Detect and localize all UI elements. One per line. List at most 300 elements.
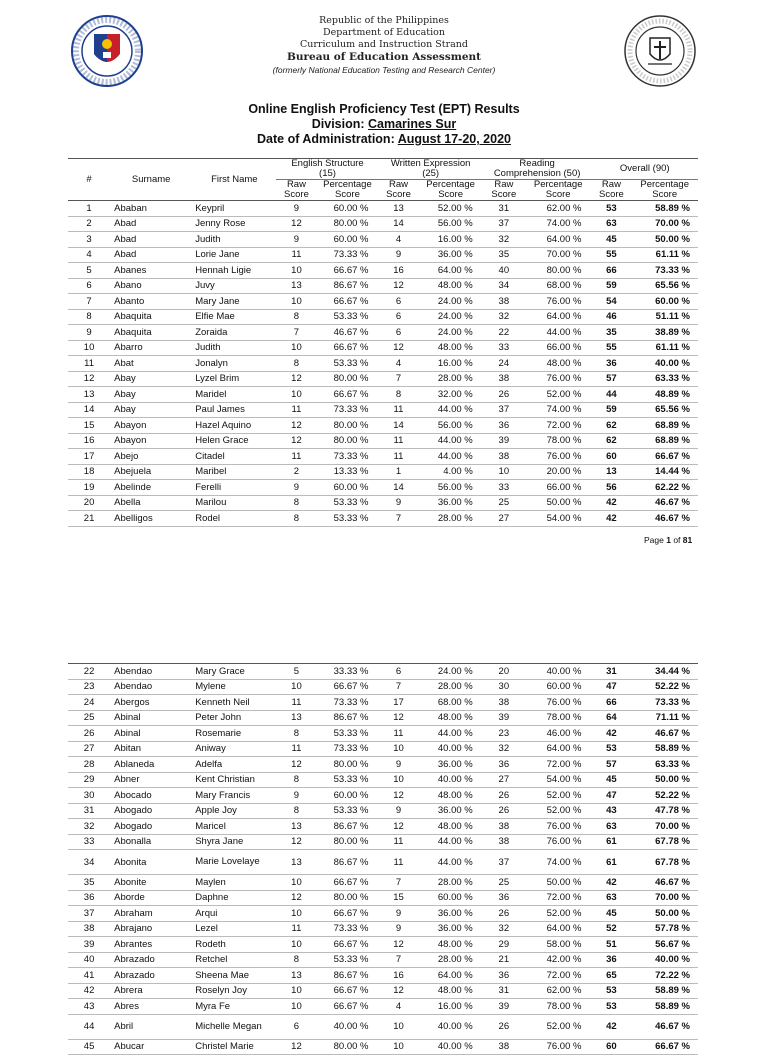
es-pct-cell: 66.67 % — [316, 937, 378, 953]
overall-raw-cell: 45 — [591, 906, 631, 922]
first-name-cell: Maylen — [192, 875, 276, 891]
overall-pct-cell: 58.89 % — [631, 741, 698, 757]
subcol-label: Percentage — [323, 179, 372, 190]
we-raw-cell: 12 — [379, 340, 419, 356]
surname-cell: Abayon — [110, 433, 192, 449]
first-name-cell: Shyra Jane — [192, 834, 276, 850]
es-raw-cell: 12 — [276, 433, 316, 449]
first-name-cell: Ferelli — [192, 480, 276, 496]
overall-pct-cell: 65.56 % — [631, 402, 698, 418]
first-name-cell: Mary Grace — [192, 664, 276, 679]
surname-cell: Abres — [110, 999, 192, 1015]
we-pct-cell: 24.00 % — [418, 664, 482, 679]
overall-pct-cell: 46.67 % — [631, 875, 698, 891]
overall-raw-cell: 55 — [591, 340, 631, 356]
surname-cell: Abocado — [110, 788, 192, 804]
rc-pct-cell: 78.00 % — [525, 433, 592, 449]
subcol-label: Score — [386, 189, 411, 200]
surname-cell: Abay — [110, 387, 192, 403]
surname-cell: Abarro — [110, 340, 192, 356]
header-line-republic: Republic of the Philippines — [319, 15, 449, 26]
surname-cell: Abucar — [110, 1039, 192, 1055]
first-name-cell: Roselyn Joy — [192, 983, 276, 999]
overall-raw-cell: 44 — [591, 387, 631, 403]
es-pct-cell: 73.33 % — [316, 921, 378, 937]
overall-raw-cell: 31 — [591, 664, 631, 679]
es-pct-cell: 86.67 % — [316, 850, 378, 875]
table-row — [68, 834, 698, 850]
surname-cell: Abaquita — [110, 309, 192, 325]
first-name-cell: Apple Joy — [192, 803, 276, 819]
es-pct-cell: 13.33 % — [316, 464, 378, 480]
es-raw-cell: 10 — [276, 340, 316, 356]
es-pct-cell: 53.33 % — [316, 803, 378, 819]
col-header-first-name: First Name — [192, 159, 276, 201]
first-name-cell: Kenneth Neil — [192, 695, 276, 711]
rc-pct-cell: 72.00 % — [525, 757, 592, 773]
es-raw-cell: 12 — [276, 1039, 316, 1055]
overall-pct-cell: 56.67 % — [631, 937, 698, 953]
rc-pct-cell: 20.00 % — [525, 464, 592, 480]
table-row — [68, 788, 698, 804]
es-raw-cell: 5 — [276, 664, 316, 679]
row-number: 29 — [68, 772, 110, 788]
row-number: 28 — [68, 757, 110, 773]
surname-cell: Abendao — [110, 679, 192, 695]
table-row — [68, 906, 698, 922]
table-row — [68, 952, 698, 968]
we-raw-cell: 11 — [379, 449, 419, 465]
table-row — [68, 294, 698, 310]
first-name-cell: Keypril — [192, 201, 276, 217]
row-number: 37 — [68, 906, 110, 922]
we-raw-cell: 6 — [379, 294, 419, 310]
overall-pct-cell: 58.89 % — [631, 201, 698, 217]
we-raw-cell: 12 — [379, 788, 419, 804]
we-raw-cell: 7 — [379, 371, 419, 387]
overall-pct-cell: 63.33 % — [631, 757, 698, 773]
overall-pct-cell: 50.00 % — [631, 232, 698, 248]
we-pct-cell: 48.00 % — [418, 937, 482, 953]
pager-total: 81 — [682, 535, 693, 545]
rc-pct-cell: 40.00 % — [525, 664, 592, 679]
rc-pct-cell: 58.00 % — [525, 937, 592, 953]
rc-pct-cell: 62.00 % — [525, 983, 592, 999]
we-raw-cell: 11 — [379, 726, 419, 742]
overall-pct-cell: 50.00 % — [631, 906, 698, 922]
we-pct-cell: 68.00 % — [418, 695, 482, 711]
rc-pct-cell: 78.00 % — [525, 710, 592, 726]
group-name: Reading — [519, 158, 555, 169]
overall-pct-cell: 46.67 % — [631, 726, 698, 742]
overall-raw-cell: 56 — [591, 480, 631, 496]
overall-raw-cell: 47 — [591, 679, 631, 695]
rc-pct-cell: 52.00 % — [525, 788, 592, 804]
surname-cell: Abejo — [110, 449, 192, 465]
we-raw-cell: 11 — [379, 433, 419, 449]
es-raw-cell: 13 — [276, 278, 316, 294]
date-value: August 17-20, 2020 — [397, 132, 511, 146]
row-number: 13 — [68, 387, 110, 403]
header-line-strand: Curriculum and Instruction Strand — [299, 39, 468, 50]
rc-pct-cell: 70.00 % — [525, 247, 592, 263]
we-raw-cell: 11 — [379, 850, 419, 875]
row-number: 39 — [68, 937, 110, 953]
overall-raw-cell: 63 — [591, 819, 631, 835]
row-number: 33 — [68, 834, 110, 850]
col-group-overall: Overall (90) — [591, 159, 698, 180]
row-number: 17 — [68, 449, 110, 465]
agency-header-text — [0, 15, 768, 76]
es-raw-cell: 11 — [276, 247, 316, 263]
we-pct-cell: 52.00 % — [418, 201, 482, 217]
surname-cell: Abrajano — [110, 921, 192, 937]
table-row — [68, 216, 698, 232]
surname-cell: Abelligos — [110, 511, 192, 527]
table-row — [68, 201, 698, 217]
table-body — [68, 201, 698, 527]
rc-raw-cell: 31 — [483, 201, 525, 217]
surname-cell: Abogado — [110, 803, 192, 819]
header-line-department: Department of Education — [323, 27, 445, 38]
we-raw-cell: 9 — [379, 757, 419, 773]
rc-pct-cell: 72.00 % — [525, 890, 592, 906]
first-name-cell: Lorie Jane — [192, 247, 276, 263]
es-pct-cell: 66.67 % — [316, 387, 378, 403]
es-raw-cell: 8 — [276, 495, 316, 511]
es-pct-cell: 53.33 % — [316, 952, 378, 968]
es-raw-cell: 9 — [276, 480, 316, 496]
overall-pct-cell: 40.00 % — [631, 356, 698, 372]
rc-pct-cell: 48.00 % — [525, 356, 592, 372]
first-name-cell: Mylene — [192, 679, 276, 695]
we-pct-cell: 56.00 % — [418, 216, 482, 232]
page-gap — [0, 572, 768, 652]
es-pct-cell: 80.00 % — [316, 216, 378, 232]
es-pct-cell: 53.33 % — [316, 356, 378, 372]
surname-cell: Ablaneda — [110, 757, 192, 773]
we-pct-cell: 48.00 % — [418, 710, 482, 726]
we-pct-cell: 64.00 % — [418, 968, 482, 984]
rc-raw-cell: 25 — [483, 495, 525, 511]
we-raw-cell: 12 — [379, 983, 419, 999]
overall-raw-cell: 47 — [591, 788, 631, 804]
es-pct-cell: 66.67 % — [316, 679, 378, 695]
first-name-cell: Jonalyn — [192, 356, 276, 372]
rc-pct-cell: 50.00 % — [525, 875, 592, 891]
es-pct-cell: 46.67 % — [316, 325, 378, 341]
es-pct-cell: 66.67 % — [316, 983, 378, 999]
overall-pct-cell: 60.00 % — [631, 294, 698, 310]
overall-raw-cell: 60 — [591, 449, 631, 465]
table-row — [68, 371, 698, 387]
subcol-label: Raw — [286, 179, 306, 190]
es-raw-cell: 10 — [276, 983, 316, 999]
es-raw-cell: 12 — [276, 216, 316, 232]
we-pct-cell: 36.00 % — [418, 757, 482, 773]
row-number: 24 — [68, 695, 110, 711]
es-raw-cell: 10 — [276, 999, 316, 1015]
page-2 — [0, 652, 768, 1053]
row-number: 41 — [68, 968, 110, 984]
overall-raw-cell: 42 — [591, 875, 631, 891]
table-row — [68, 449, 698, 465]
we-pct-cell: 40.00 % — [418, 1039, 482, 1055]
first-name-cell: Maricel — [192, 819, 276, 835]
row-number: 36 — [68, 890, 110, 906]
surname-cell: Abraham — [110, 906, 192, 922]
es-pct-cell: 86.67 % — [316, 968, 378, 984]
we-raw-cell: 10 — [379, 772, 419, 788]
overall-pct-cell: 34.44 % — [631, 664, 698, 679]
surname-cell: Abaquita — [110, 325, 192, 341]
row-number: 14 — [68, 402, 110, 418]
overall-pct-cell: 73.33 % — [631, 695, 698, 711]
overall-raw-cell: 55 — [591, 247, 631, 263]
we-pct-cell: 28.00 % — [418, 952, 482, 968]
row-number: 38 — [68, 921, 110, 937]
rc-raw-cell: 32 — [483, 232, 525, 248]
first-name-cell: Lezel — [192, 921, 276, 937]
overall-pct-cell: 67.78 % — [631, 850, 698, 875]
col-group-english-structure — [276, 159, 378, 180]
es-pct-cell: 80.00 % — [316, 890, 378, 906]
es-pct-cell: 80.00 % — [316, 757, 378, 773]
subcol-label: Percentage — [533, 179, 583, 190]
surname-cell: Abad — [110, 216, 192, 232]
subcol-label: Percentage — [426, 179, 475, 190]
we-raw-cell: 14 — [379, 480, 419, 496]
es-pct-cell: 53.33 % — [316, 726, 378, 742]
row-number: 15 — [68, 418, 110, 434]
rc-pct-cell: 64.00 % — [525, 309, 592, 325]
we-raw-cell: 12 — [379, 819, 419, 835]
first-name-cell: Citadel — [192, 449, 276, 465]
overall-pct-cell: 73.33 % — [631, 263, 698, 279]
es-raw-cell: 10 — [276, 906, 316, 922]
rc-pct-cell: 74.00 % — [525, 850, 592, 875]
overall-raw-cell: 60 — [591, 1039, 631, 1055]
rc-pct-cell: 76.00 % — [525, 695, 592, 711]
rc-pct-cell: 72.00 % — [525, 968, 592, 984]
we-raw-cell: 15 — [379, 890, 419, 906]
rc-raw-cell: 38 — [483, 294, 525, 310]
table-row — [68, 999, 698, 1015]
overall-pct-cell: 58.89 % — [631, 999, 698, 1015]
row-number: 18 — [68, 464, 110, 480]
surname-cell: Abat — [110, 356, 192, 372]
rc-pct-cell: 68.00 % — [525, 278, 592, 294]
first-name-cell: Elfie Mae — [192, 309, 276, 325]
we-raw-cell: 7 — [379, 679, 419, 695]
row-number: 40 — [68, 952, 110, 968]
overall-pct-cell: 46.67 % — [631, 1014, 698, 1039]
rc-raw-cell: 29 — [483, 937, 525, 953]
rc-raw-cell: 26 — [483, 803, 525, 819]
first-name-cell: Judith — [192, 340, 276, 356]
es-raw-cell: 8 — [276, 952, 316, 968]
surname-cell: Abendao — [110, 664, 192, 679]
overall-pct-cell: 47.78 % — [631, 803, 698, 819]
overall-pct-cell: 66.67 % — [631, 449, 698, 465]
es-raw-cell: 8 — [276, 772, 316, 788]
surname-cell: Abonalla — [110, 834, 192, 850]
table-body — [68, 664, 698, 1055]
col-header-num: # — [68, 159, 110, 201]
es-raw-cell: 7 — [276, 325, 316, 341]
overall-pct-cell: 72.22 % — [631, 968, 698, 984]
first-name-cell: Jenny Rose — [192, 216, 276, 232]
es-pct-cell: 66.67 % — [316, 263, 378, 279]
we-pct-cell: 16.00 % — [418, 356, 482, 372]
overall-pct-cell: 65.56 % — [631, 278, 698, 294]
header-line-bureau: Bureau of Education Assessment — [286, 51, 482, 63]
es-raw-cell: 12 — [276, 371, 316, 387]
rc-pct-cell: 74.00 % — [525, 216, 592, 232]
rc-raw-cell: 33 — [483, 480, 525, 496]
overall-raw-cell: 64 — [591, 710, 631, 726]
rc-raw-cell: 39 — [483, 433, 525, 449]
first-name-cell: Lyzel Brim — [192, 371, 276, 387]
overall-raw-cell: 46 — [591, 309, 631, 325]
row-number: 1 — [68, 201, 110, 217]
we-pct-cell: 36.00 % — [418, 906, 482, 922]
we-pct-cell: 48.00 % — [418, 340, 482, 356]
rc-raw-cell: 36 — [483, 890, 525, 906]
es-raw-cell: 10 — [276, 679, 316, 695]
subcol-raw — [379, 180, 419, 201]
we-raw-cell: 14 — [379, 418, 419, 434]
table-row — [68, 480, 698, 496]
overall-pct-cell: 68.89 % — [631, 433, 698, 449]
subcol-pct — [316, 180, 378, 201]
rc-raw-cell: 38 — [483, 695, 525, 711]
row-number: 23 — [68, 679, 110, 695]
overall-raw-cell: 66 — [591, 695, 631, 711]
row-number: 2 — [68, 216, 110, 232]
we-pct-cell: 64.00 % — [418, 263, 482, 279]
rc-pct-cell: 64.00 % — [525, 741, 592, 757]
group-name: English Structure — [291, 158, 364, 169]
we-pct-cell: 28.00 % — [418, 875, 482, 891]
first-name-cell: Zoraida — [192, 325, 276, 341]
overall-pct-cell: 68.89 % — [631, 418, 698, 434]
first-name-cell: Peter John — [192, 710, 276, 726]
overall-pct-cell: 71.11 % — [631, 710, 698, 726]
we-pct-cell: 60.00 % — [418, 890, 482, 906]
we-pct-cell: 36.00 % — [418, 495, 482, 511]
es-raw-cell: 11 — [276, 695, 316, 711]
we-raw-cell: 4 — [379, 232, 419, 248]
subcol-pct — [525, 180, 592, 201]
row-number: 34 — [68, 850, 110, 875]
es-raw-cell: 11 — [276, 402, 316, 418]
es-pct-cell: 86.67 % — [316, 278, 378, 294]
row-number: 22 — [68, 664, 110, 679]
table-row — [68, 850, 698, 875]
group-name: Written Expression — [390, 158, 471, 169]
rc-raw-cell: 25 — [483, 875, 525, 891]
table-row — [68, 263, 698, 279]
surname-cell: Abrazado — [110, 952, 192, 968]
we-pct-cell: 44.00 % — [418, 449, 482, 465]
row-number: 35 — [68, 875, 110, 891]
es-pct-cell: 80.00 % — [316, 433, 378, 449]
overall-raw-cell: 54 — [591, 294, 631, 310]
rc-pct-cell: 78.00 % — [525, 999, 592, 1015]
es-raw-cell: 8 — [276, 726, 316, 742]
first-name-cell: Rosemarie — [192, 726, 276, 742]
subcol-label: Score — [652, 189, 678, 200]
overall-raw-cell: 66 — [591, 263, 631, 279]
rc-raw-cell: 23 — [483, 726, 525, 742]
rc-pct-cell: 44.00 % — [525, 325, 592, 341]
we-pct-cell: 48.00 % — [418, 819, 482, 835]
rc-raw-cell: 20 — [483, 664, 525, 679]
col-header-surname: Surname — [110, 159, 192, 201]
rc-raw-cell: 32 — [483, 309, 525, 325]
we-pct-cell: 16.00 % — [418, 232, 482, 248]
table-row — [68, 679, 698, 695]
first-name-cell: Rodel — [192, 511, 276, 527]
rc-raw-cell: 26 — [483, 788, 525, 804]
table-header-groups — [68, 159, 698, 180]
es-pct-cell: 60.00 % — [316, 232, 378, 248]
surname-cell: Ababan — [110, 201, 192, 217]
subcol-pct — [631, 180, 698, 201]
rc-pct-cell: 52.00 % — [525, 906, 592, 922]
es-pct-cell: 60.00 % — [316, 480, 378, 496]
rc-raw-cell: 27 — [483, 511, 525, 527]
rc-pct-cell: 80.00 % — [525, 263, 592, 279]
rc-pct-cell: 60.00 % — [525, 679, 592, 695]
first-name-cell: Juvy — [192, 278, 276, 294]
es-pct-cell: 40.00 % — [316, 1014, 378, 1039]
division-value: Camarines Sur — [368, 117, 457, 131]
es-raw-cell: 12 — [276, 890, 316, 906]
rc-raw-cell: 38 — [483, 834, 525, 850]
we-raw-cell: 7 — [379, 952, 419, 968]
row-number: 11 — [68, 356, 110, 372]
rc-raw-cell: 30 — [483, 679, 525, 695]
es-pct-cell: 80.00 % — [316, 834, 378, 850]
rc-pct-cell: 76.00 % — [525, 834, 592, 850]
surname-cell: Abril — [110, 1014, 192, 1039]
overall-pct-cell: 58.89 % — [631, 983, 698, 999]
we-raw-cell: 6 — [379, 664, 419, 679]
surname-cell: Abonite — [110, 875, 192, 891]
rc-raw-cell: 26 — [483, 906, 525, 922]
es-raw-cell: 11 — [276, 449, 316, 465]
overall-raw-cell: 52 — [591, 921, 631, 937]
subcol-label: Percentage — [640, 179, 689, 190]
subcol-raw — [276, 180, 316, 201]
first-name-cell: Mary Jane — [192, 294, 276, 310]
es-pct-cell: 66.67 % — [316, 999, 378, 1015]
overall-raw-cell: 57 — [591, 757, 631, 773]
group-name-2: Comprehension (50) — [493, 168, 581, 179]
we-raw-cell: 9 — [379, 921, 419, 937]
rc-raw-cell: 37 — [483, 850, 525, 875]
es-raw-cell: 13 — [276, 850, 316, 875]
surname-cell: Abrazado — [110, 968, 192, 984]
we-raw-cell: 11 — [379, 834, 419, 850]
table-row — [68, 710, 698, 726]
rc-raw-cell: 36 — [483, 418, 525, 434]
group-max: (25) — [422, 168, 440, 179]
overall-raw-cell: 63 — [591, 216, 631, 232]
rc-pct-cell: 64.00 % — [525, 232, 592, 248]
